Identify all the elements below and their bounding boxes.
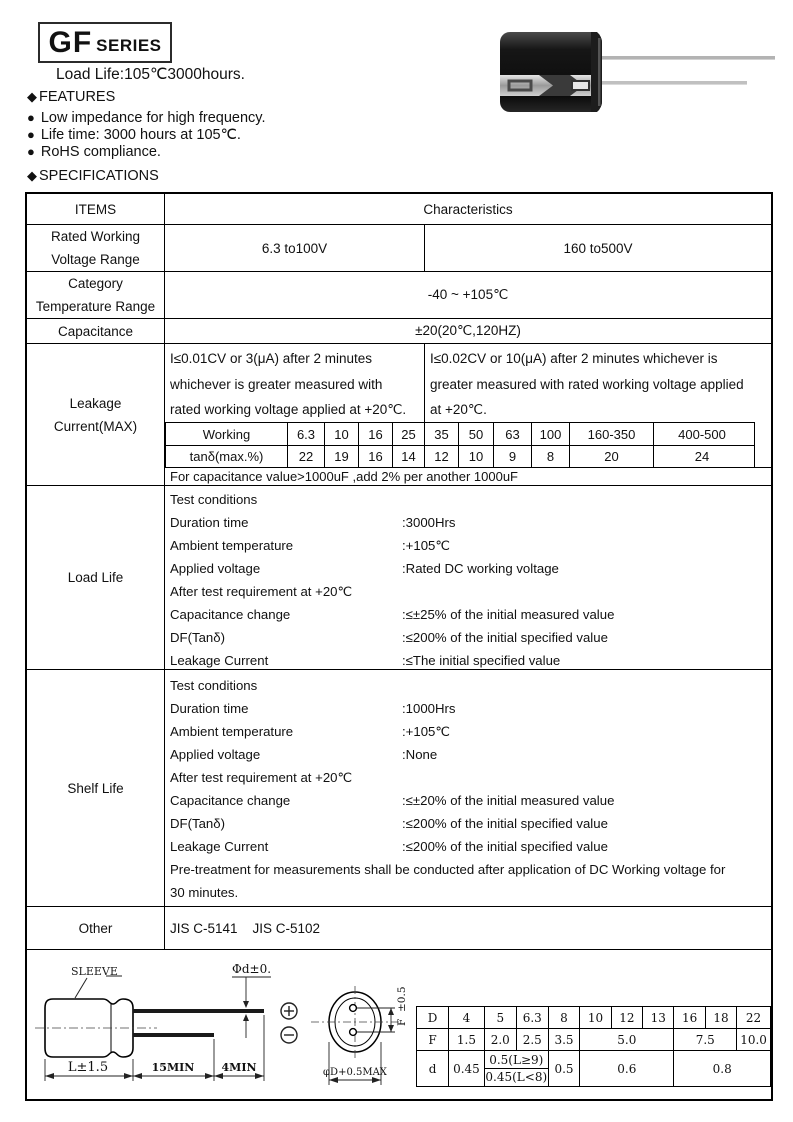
dim-d-value: 4	[449, 1007, 485, 1029]
dim-d-value: 8	[548, 1007, 580, 1029]
feature-text: Life time: 3000 hours at 105℃.	[40, 126, 241, 143]
leakage-label-line2: Current(MAX)	[53, 418, 138, 434]
tan-delta-value: 12	[425, 446, 459, 467]
lead-hole-top	[350, 1005, 357, 1012]
test-conditions-title: Test conditions	[170, 678, 258, 693]
shelf-life-content	[165, 670, 771, 906]
capacitor-photo	[487, 20, 787, 120]
working-voltage: 50	[459, 423, 494, 445]
condition-value: :+105℃	[402, 538, 451, 553]
diameter-dim-label: φD+0.5MAX	[323, 1067, 387, 1078]
other-row	[27, 906, 771, 949]
specifications-heading-label: SPECIFICATIONS	[39, 168, 159, 184]
result-row	[170, 789, 771, 812]
series-title-box	[38, 22, 172, 63]
dim-f-value: 2.0	[484, 1029, 516, 1051]
tan-delta-value: 14	[393, 446, 425, 467]
load-life-label: Load Life	[27, 486, 165, 669]
leakage-row	[27, 343, 771, 485]
condition-value: :3000Hrs	[402, 515, 456, 530]
photo-cap-highlight	[598, 38, 601, 106]
test-conditions-title: Test conditions	[170, 492, 258, 507]
tan-delta-value: 24	[694, 449, 710, 464]
condition-key: Applied voltage	[170, 561, 261, 576]
condition-row	[170, 720, 771, 743]
dim-d-value: 5	[484, 1007, 516, 1029]
capacitance-value: ±20(20℃,120HZ)	[415, 323, 521, 338]
dim-d-value: 10	[580, 1007, 611, 1029]
dim-d-value: 22	[737, 1007, 771, 1029]
leakage-high-line: greater measured with rated working voltage applied	[430, 376, 744, 392]
condition-key: Duration time	[170, 515, 249, 530]
condition-value: :+105℃	[402, 724, 451, 739]
capacitance-row	[27, 318, 771, 343]
condition-value: :1000Hrs	[402, 701, 456, 716]
dim-d-value: 12	[611, 1007, 642, 1029]
tan-delta-value: 20	[570, 446, 654, 467]
lead-top	[133, 1009, 264, 1013]
items-header-cell: ITEMS	[27, 194, 165, 224]
voltage-label	[27, 225, 165, 271]
dim-table-f-row	[417, 1029, 771, 1051]
capacitance-label: Capacitance	[27, 319, 165, 343]
photo-lead-top	[595, 56, 775, 60]
result-key: Leakage Current	[170, 839, 269, 854]
result-value: :≤200% of the initial specified value	[402, 839, 608, 854]
result-value: :≤±20% of the initial measured value	[402, 793, 615, 808]
leakage-high-line: at +20℃.	[430, 402, 487, 417]
leakage-low-line: rated working voltage applied at +20℃.	[170, 402, 407, 417]
bullet-icon: ●	[27, 126, 35, 142]
body-length-dim: L±1.5	[67, 1060, 109, 1075]
result-value: :≤200% of the initial specified value	[402, 816, 608, 831]
leakage-low-line: I≤0.01CV or 3(μA) after 2 minutes	[170, 351, 373, 366]
leakage-texts	[165, 344, 771, 422]
condition-row	[170, 743, 771, 766]
condition-key: Duration time	[170, 701, 249, 716]
working-voltage: 6.3	[288, 423, 325, 445]
dim-f-value: 5.0	[580, 1029, 674, 1051]
result-value: :≤200% of the initial specified value	[402, 630, 608, 645]
voltage-high-range: 160 to500V	[563, 240, 633, 256]
result-key: Leakage Current	[170, 653, 269, 668]
photo-body	[500, 32, 602, 112]
working-voltage: 35	[425, 423, 459, 445]
lead-bottom	[133, 1033, 214, 1037]
pretreatment-note-line1: Pre-treatment for measurements shall be conducted after application of DC Working voltage for	[170, 862, 726, 877]
dim-row-label: F	[417, 1029, 449, 1051]
other-content	[165, 907, 771, 949]
result-value: :≤±25% of the initial measured value	[402, 607, 615, 622]
dim-lead-value: 0.45(L<8)	[485, 1069, 548, 1084]
lead-diameter-label: Φd±0.	[232, 962, 272, 976]
result-row	[170, 835, 771, 858]
dim-lead-value: 0.6	[580, 1051, 674, 1087]
tan-delta-value: 19	[325, 446, 359, 467]
specifications-heading	[27, 168, 159, 184]
dim-f-value: 2.5	[516, 1029, 548, 1051]
pretreatment-note-line2: 30 minutes.	[170, 885, 239, 900]
condition-row	[170, 511, 771, 534]
specifications-table	[25, 192, 773, 1101]
condition-row	[170, 534, 771, 557]
photo-lead-bottom	[595, 81, 747, 85]
result-key: DF(Tanδ)	[170, 630, 225, 645]
result-key: DF(Tanδ)	[170, 816, 225, 831]
tan-delta-value: 10	[459, 446, 494, 467]
after-test-title: After test requirement at +20℃	[170, 584, 353, 599]
leakage-note: For capacitance value>1000uF ,add 2% per another 1000uF	[165, 467, 771, 486]
dim-d-value: 13	[643, 1007, 674, 1029]
capacitor-photo-svg	[487, 20, 787, 115]
dimension-drawing-row	[27, 949, 771, 1099]
dim-row-label: d	[417, 1051, 449, 1087]
dim-f-value: 1.5	[449, 1029, 485, 1051]
dim-f-value: 7.5	[674, 1029, 737, 1051]
dim-d-value: 16	[674, 1007, 705, 1029]
diamond-icon: ◆	[27, 89, 37, 104]
condition-key: Applied voltage	[170, 747, 261, 762]
diamond-icon: ◆	[27, 168, 37, 183]
result-key: Capacitance change	[170, 793, 291, 808]
bullet-icon: ●	[27, 143, 35, 159]
polarity-positive-icon	[281, 1003, 297, 1019]
tan-delta-value: 8	[532, 446, 570, 467]
characteristics-header-cell: Characteristics	[423, 201, 513, 217]
condition-row	[170, 697, 771, 720]
working-voltage: 160-350	[570, 423, 654, 445]
sleeve-leader-line	[75, 978, 87, 998]
result-value: :≤The initial specified value	[402, 653, 561, 668]
condition-key: Ambient temperature	[170, 538, 294, 553]
voltage-label-line1: Rated Working	[50, 229, 141, 244]
dim-d-value: 18	[705, 1007, 736, 1029]
temperature-label-line1: Category	[68, 276, 123, 291]
load-life-content	[165, 486, 771, 669]
working-row-label: Working	[166, 423, 288, 445]
voltage-label-line2: Voltage Range	[51, 252, 140, 267]
dim-lead-value: 0.45	[449, 1051, 485, 1087]
result-row	[170, 603, 771, 626]
dim-f-value: 3.5	[548, 1029, 580, 1051]
sleeve-label: SLEEVE	[71, 965, 118, 978]
dim-lead-value: 0.5	[548, 1051, 580, 1087]
load-life-subtitle: Load Life:105℃3000hours.	[56, 66, 245, 83]
dim-lead-split-cell	[484, 1051, 548, 1087]
tan-delta-value: 9	[494, 446, 532, 467]
f-tolerance-label: ±0.5	[396, 986, 408, 1012]
dim-table-d-row	[417, 1007, 771, 1029]
temperature-value: -40 ~ +105℃	[427, 287, 509, 302]
bullet-icon: ●	[27, 110, 35, 125]
leakage-high-text	[425, 344, 771, 422]
feature-item	[27, 144, 265, 161]
dim-table-lead-row	[417, 1051, 771, 1087]
tan-delta-row-label: tanδ(max.%)	[166, 446, 288, 467]
result-row	[170, 649, 771, 672]
result-row	[170, 812, 771, 835]
tan-delta-value: 16	[359, 446, 393, 467]
table-header-row	[27, 194, 771, 224]
after-test-title: After test requirement at +20℃	[170, 770, 353, 785]
dim-row-label: D	[417, 1007, 449, 1029]
condition-row	[170, 557, 771, 580]
condition-key: Ambient temperature	[170, 724, 294, 739]
working-voltage: 400-500	[678, 426, 726, 442]
other-label: Other	[27, 907, 165, 949]
feature-text: RoHS compliance.	[40, 143, 161, 160]
leakage-content	[165, 344, 771, 485]
dim-lead-value: 0.5(L≥9)	[485, 1052, 548, 1069]
capacitor-outline-drawing	[27, 950, 432, 1097]
leakage-label	[27, 344, 165, 485]
working-voltage: 25	[393, 423, 425, 445]
tan-delta-value: 22	[288, 446, 325, 467]
series-word: SERIES	[96, 35, 162, 55]
feature-text: Low impedance for high frequency.	[40, 110, 266, 126]
feature-item	[27, 110, 265, 127]
feature-item	[27, 127, 265, 144]
other-standards: JIS C-5141 JIS C-5102	[170, 920, 321, 936]
working-voltage: 10	[325, 423, 359, 445]
series-name: GF	[48, 25, 93, 59]
load-life-row	[27, 485, 771, 669]
features-heading	[27, 89, 115, 105]
condition-value: :None	[402, 747, 438, 762]
tan-delta-table	[165, 422, 755, 467]
feature-list	[27, 110, 265, 160]
working-voltage: 16	[359, 423, 393, 445]
leakage-label-line1: Leakage	[69, 395, 122, 411]
temperature-row	[27, 271, 771, 318]
working-voltage: 63	[494, 423, 532, 445]
result-row	[170, 626, 771, 649]
leakage-low-line: whichever is greater measured with	[170, 376, 383, 392]
lead-tip-dim: 4MIN	[221, 1061, 257, 1074]
dim-f-value: 10.0	[737, 1029, 771, 1051]
dimension-table	[416, 1006, 771, 1087]
features-heading-label: FEATURES	[39, 89, 116, 105]
dim-lead-value: 0.8	[674, 1051, 771, 1087]
polarity-negative-icon	[281, 1027, 297, 1043]
shelf-life-row	[27, 669, 771, 906]
leakage-low-text	[165, 344, 425, 422]
dim-d-value: 6.3	[516, 1007, 548, 1029]
temperature-label-line2: Temperature Range	[35, 299, 156, 314]
shelf-life-label: Shelf Life	[27, 670, 165, 906]
result-key: Capacitance change	[170, 607, 291, 622]
voltage-low-range: 6.3 to100V	[165, 225, 425, 271]
lead-min-dim: 15MIN	[151, 1061, 195, 1074]
voltage-values	[165, 225, 771, 271]
f-dim-label: F	[396, 1018, 408, 1026]
temperature-label	[27, 272, 165, 318]
condition-value: :Rated DC working voltage	[402, 561, 559, 576]
tan-delta-values-row	[166, 445, 754, 467]
working-voltage: 100	[532, 423, 570, 445]
tan-delta-working-row	[166, 423, 754, 445]
photo-band-mark-right	[572, 81, 589, 90]
leakage-high-line: I≤0.02CV or 10(μA) after 2 minutes whichever is	[430, 351, 718, 366]
voltage-row	[27, 224, 771, 271]
lead-hole-bottom	[350, 1029, 357, 1036]
